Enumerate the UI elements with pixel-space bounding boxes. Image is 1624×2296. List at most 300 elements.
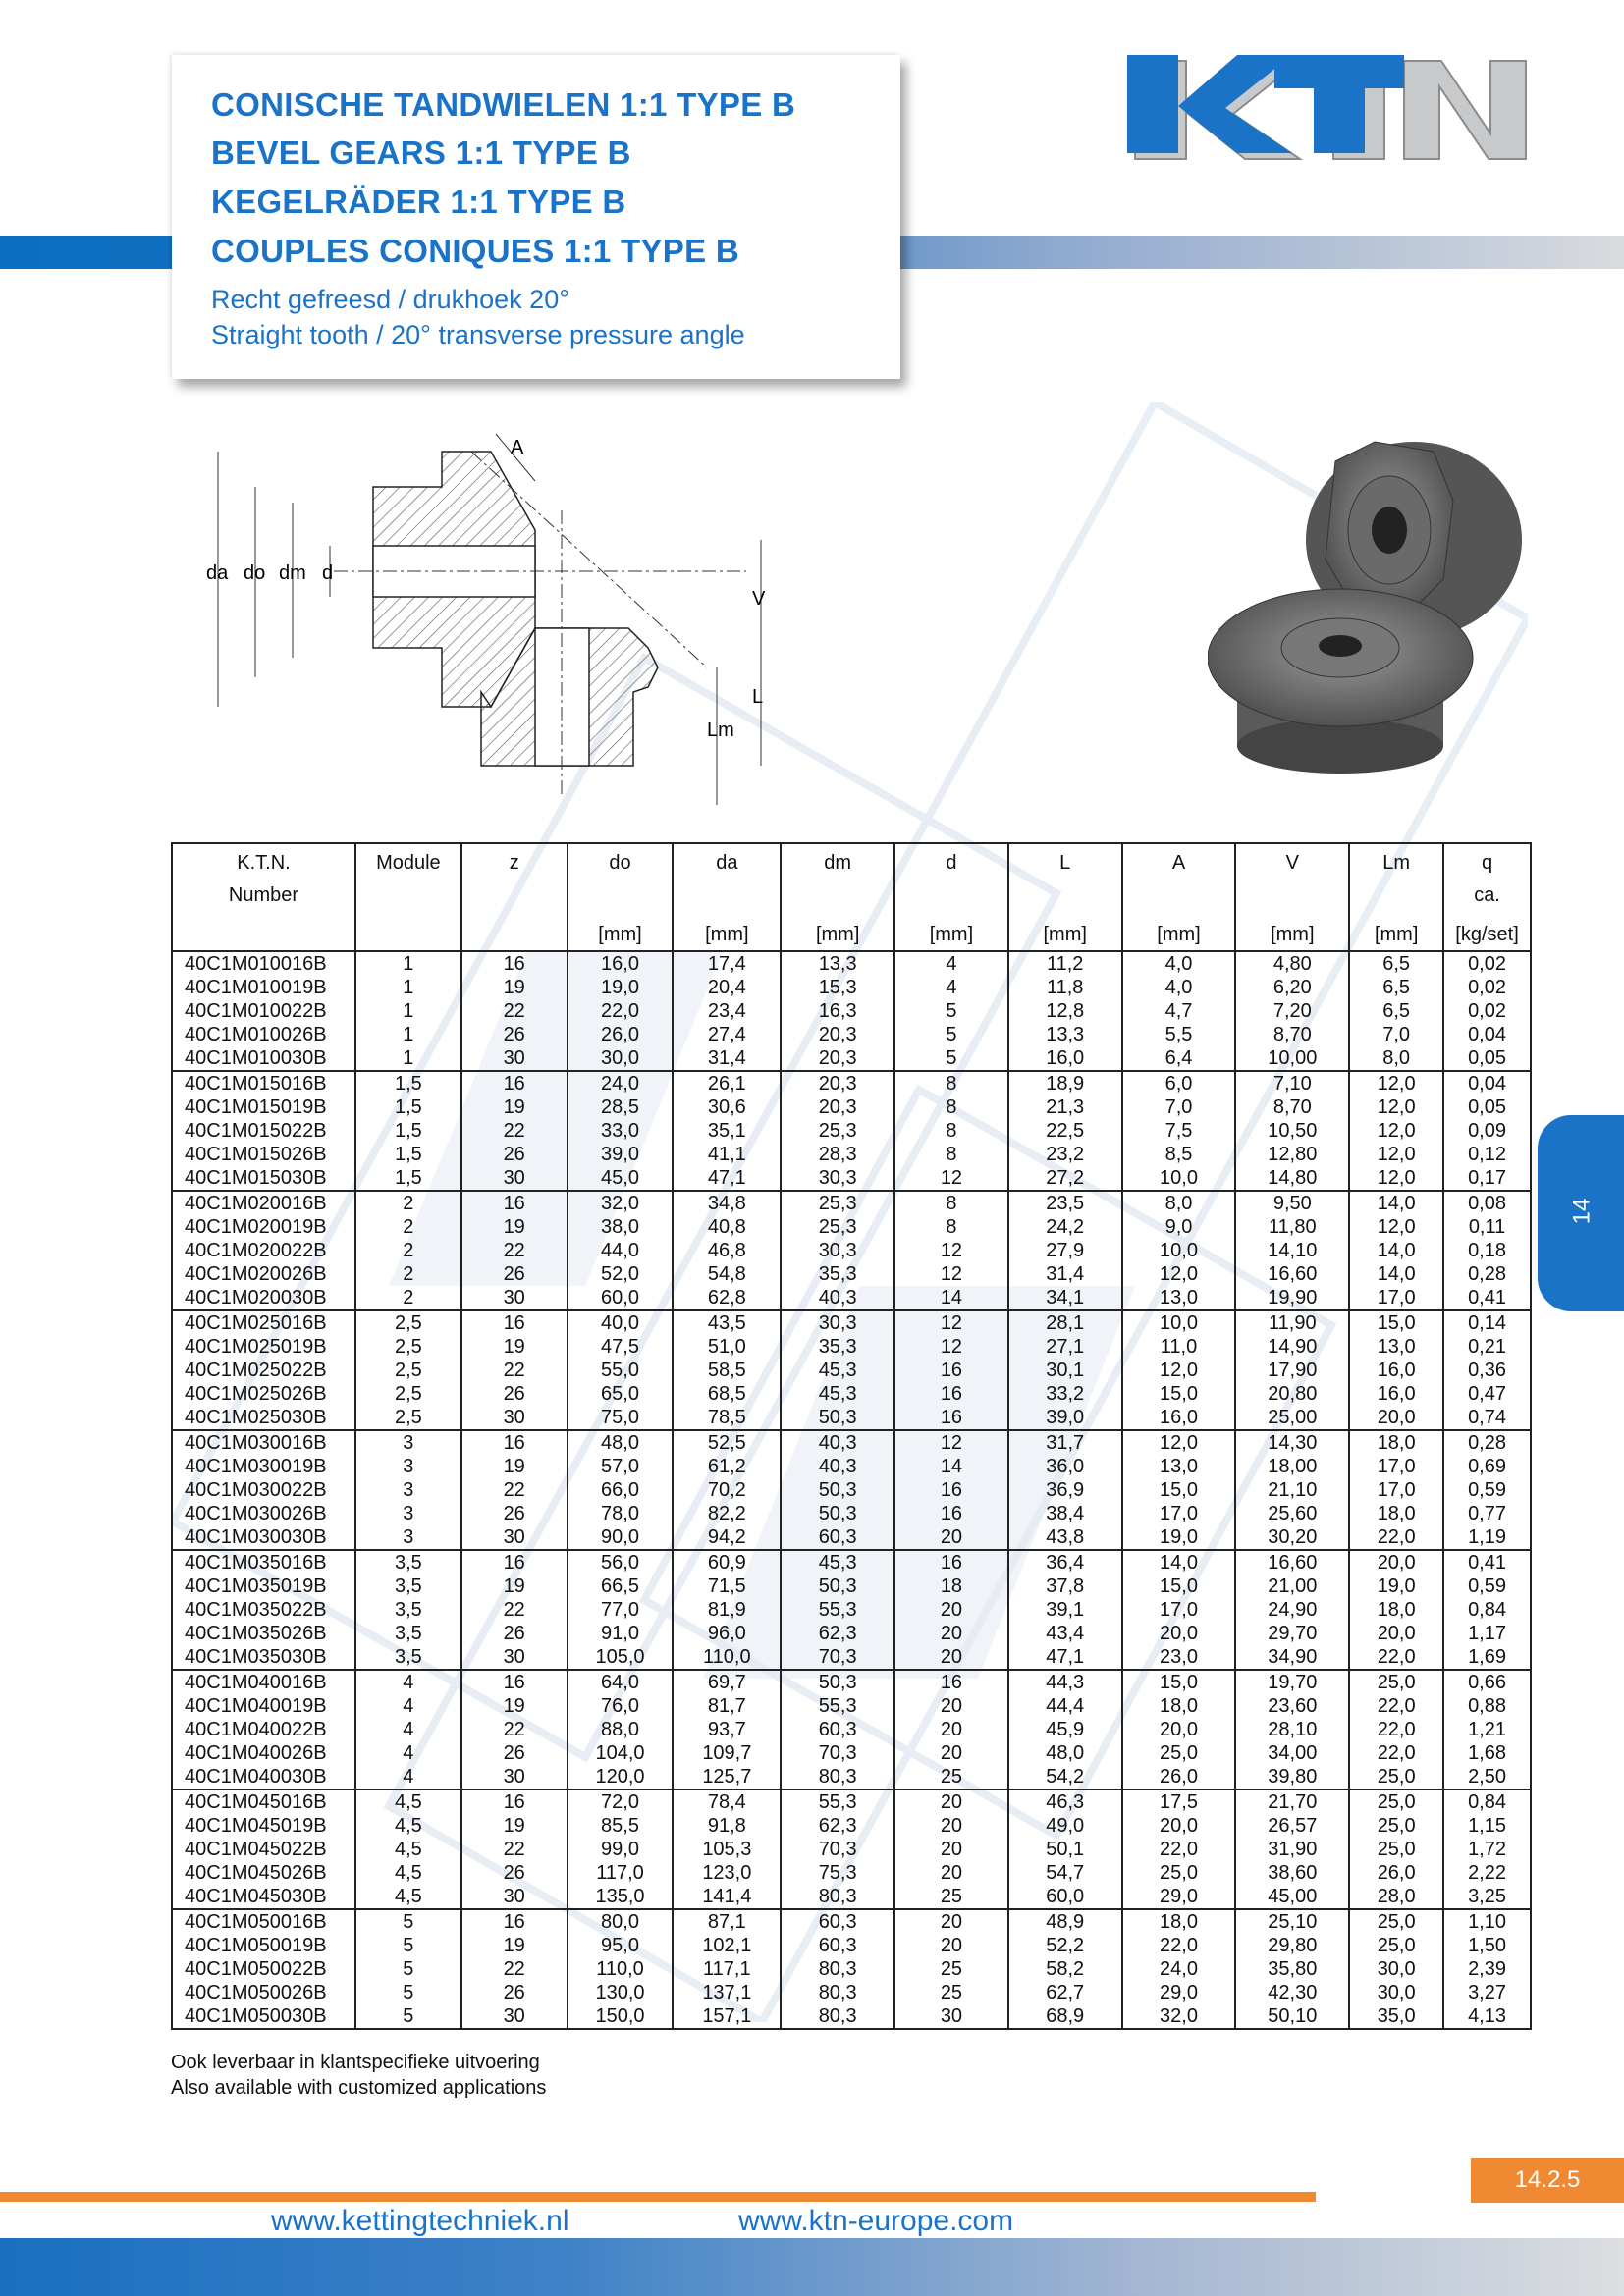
table-cell: 8: [894, 1071, 1008, 1095]
table-cell: 4: [355, 1741, 461, 1765]
table-cell: 25,0: [1122, 1741, 1236, 1765]
table-cell: 40C1M035026B: [172, 1622, 355, 1645]
table-cell: 3: [355, 1502, 461, 1525]
footnote-dutch: Ook leverbaar in klantspecifieke uitvoering: [171, 2052, 540, 2073]
table-cell: 6,5: [1349, 976, 1443, 999]
table-cell: 40C1M045019B: [172, 1814, 355, 1838]
table-cell: 10,0: [1122, 1166, 1236, 1191]
table-cell: 49,0: [1008, 1814, 1122, 1838]
table-row: [172, 1286, 1531, 1310]
table-cell: 40C1M045016B: [172, 1789, 355, 1814]
table-cell: 10,50: [1235, 1119, 1349, 1143]
table-cell: 21,00: [1235, 1575, 1349, 1598]
table-cell: 117,1: [673, 1957, 781, 1981]
table-cell: 40C1M030022B: [172, 1478, 355, 1502]
table-row: [172, 1957, 1531, 1981]
table-cell: 16: [461, 1670, 568, 1694]
table-row: [172, 999, 1531, 1023]
table-cell: 62,7: [1008, 1981, 1122, 2004]
table-row: [172, 1310, 1531, 1335]
table-cell: 23,2: [1008, 1143, 1122, 1166]
col-header-dm: dm [mm]: [781, 843, 894, 951]
table-cell: 22,0: [1349, 1645, 1443, 1670]
table-cell: 28,5: [568, 1095, 674, 1119]
table-cell: 25,60: [1235, 1502, 1349, 1525]
table-cell: 16: [461, 951, 568, 976]
table-cell: 22: [461, 1119, 568, 1143]
table-cell: 29,80: [1235, 1934, 1349, 1957]
table-cell: 40C1M020016B: [172, 1191, 355, 1215]
table-cell: 0,21: [1443, 1335, 1531, 1359]
table-cell: 30: [461, 1406, 568, 1430]
table-cell: 0,66: [1443, 1670, 1531, 1694]
table-row: [172, 1550, 1531, 1575]
table-cell: 3: [355, 1430, 461, 1455]
table-cell: 20: [894, 1718, 1008, 1741]
table-cell: 26,0: [1349, 1861, 1443, 1885]
table-cell: 20,0: [1122, 1622, 1236, 1645]
table-cell: 3,27: [1443, 1981, 1531, 2004]
table-cell: 13,0: [1122, 1286, 1236, 1310]
table-cell: 43,4: [1008, 1622, 1122, 1645]
table-cell: 16: [461, 1789, 568, 1814]
table-cell: 35,3: [781, 1262, 894, 1286]
table-cell: 51,0: [673, 1335, 781, 1359]
table-cell: 8: [894, 1119, 1008, 1143]
table-cell: 81,7: [673, 1694, 781, 1718]
table-cell: 24,0: [1122, 1957, 1236, 1981]
table-cell: 25,00: [1235, 1406, 1349, 1430]
table-cell: 16,0: [1349, 1382, 1443, 1406]
table-cell: 16: [461, 1071, 568, 1095]
table-row: [172, 1382, 1531, 1406]
table-cell: 55,3: [781, 1789, 894, 1814]
table-row: [172, 1166, 1531, 1191]
table-row: [172, 1478, 1531, 1502]
table-cell: 30,0: [1349, 1981, 1443, 2004]
table-cell: 55,3: [781, 1694, 894, 1718]
table-cell: 91,0: [568, 1622, 674, 1645]
table-cell: 16: [894, 1359, 1008, 1382]
table-cell: 31,90: [1235, 1838, 1349, 1861]
table-cell: 54,2: [1008, 1765, 1122, 1789]
table-row: [172, 1119, 1531, 1143]
label-lm: Lm: [707, 720, 734, 741]
table-cell: 34,8: [673, 1191, 781, 1215]
label-d: d: [322, 562, 334, 584]
table-cell: 48,9: [1008, 1909, 1122, 1934]
table-cell: 20,3: [781, 1023, 894, 1046]
table-cell: 99,0: [568, 1838, 674, 1861]
table-cell: 33,2: [1008, 1382, 1122, 1406]
table-cell: 20: [894, 1789, 1008, 1814]
table-cell: 12,0: [1349, 1143, 1443, 1166]
table-cell: 80,0: [568, 1909, 674, 1934]
table-cell: 80,3: [781, 1981, 894, 2004]
table-cell: 3,5: [355, 1575, 461, 1598]
table-cell: 78,5: [673, 1406, 781, 1430]
table-cell: 25,3: [781, 1191, 894, 1215]
table-cell: 38,0: [568, 1215, 674, 1239]
table-row: [172, 1335, 1531, 1359]
table-cell: 4,13: [1443, 2004, 1531, 2029]
link-kettingtechniek[interactable]: www.kettingtechniek.nl: [271, 2205, 569, 2237]
table-cell: 43,5: [673, 1310, 781, 1335]
table-cell: 5: [355, 2004, 461, 2029]
table-cell: 34,00: [1235, 1741, 1349, 1765]
table-cell: 0,41: [1443, 1550, 1531, 1575]
table-cell: 4,7: [1122, 999, 1236, 1023]
col-header-q: q ca. [kg/set]: [1443, 843, 1531, 951]
table-cell: 4: [355, 1670, 461, 1694]
footer-orange-line: [0, 2192, 1316, 2202]
table-row: [172, 1575, 1531, 1598]
table-cell: 0,41: [1443, 1286, 1531, 1310]
table-cell: 0,84: [1443, 1789, 1531, 1814]
table-cell: 14: [894, 1455, 1008, 1478]
table-cell: 91,8: [673, 1814, 781, 1838]
table-cell: 11,8: [1008, 976, 1122, 999]
table-cell: 40C1M035019B: [172, 1575, 355, 1598]
table-cell: 30: [461, 2004, 568, 2029]
table-cell: 12: [894, 1262, 1008, 1286]
table-cell: 25: [894, 1765, 1008, 1789]
table-cell: 16,60: [1235, 1262, 1349, 1286]
table-cell: 5: [894, 1046, 1008, 1071]
table-cell: 22: [461, 1838, 568, 1861]
table-cell: 26: [461, 1262, 568, 1286]
table-cell: 40C1M015019B: [172, 1095, 355, 1119]
table-cell: 60,3: [781, 1718, 894, 1741]
table-cell: 54,8: [673, 1262, 781, 1286]
table-cell: 16,3: [781, 999, 894, 1023]
table-cell: 26,1: [673, 1071, 781, 1095]
table-cell: 0,88: [1443, 1694, 1531, 1718]
table-cell: 88,0: [568, 1718, 674, 1741]
table-cell: 20: [894, 1814, 1008, 1838]
table-cell: 0,59: [1443, 1575, 1531, 1598]
table-cell: 40C1M015030B: [172, 1166, 355, 1191]
table-cell: 40,3: [781, 1286, 894, 1310]
label-v: V: [752, 588, 766, 610]
title-dutch: CONISCHE TANDWIELEN 1:1 TYPE B: [211, 86, 796, 123]
table-cell: 19,0: [568, 976, 674, 999]
table-cell: 19: [461, 1694, 568, 1718]
table-cell: 43,8: [1008, 1525, 1122, 1550]
table-body: [172, 951, 1531, 2029]
table-cell: 30,6: [673, 1095, 781, 1119]
table-cell: 22: [461, 1957, 568, 1981]
table-cell: 48,0: [568, 1430, 674, 1455]
table-cell: 30: [461, 1645, 568, 1670]
table-cell: 1,10: [1443, 1909, 1531, 1934]
table-cell: 8: [894, 1143, 1008, 1166]
table-cell: 14: [894, 1286, 1008, 1310]
table-cell: 137,1: [673, 1981, 781, 2004]
table-cell: 1,5: [355, 1095, 461, 1119]
table-cell: 18,00: [1235, 1455, 1349, 1478]
table-cell: 1,21: [1443, 1718, 1531, 1741]
col-header-da: da [mm]: [673, 843, 781, 951]
table-cell: 2: [355, 1286, 461, 1310]
table-cell: 68,5: [673, 1382, 781, 1406]
label-da: da: [206, 562, 229, 584]
table-cell: 16,60: [1235, 1550, 1349, 1575]
table-cell: 25,0: [1349, 1838, 1443, 1861]
col-header-lm: Lm [mm]: [1349, 843, 1443, 951]
table-cell: 8,70: [1235, 1023, 1349, 1046]
table-cell: 40C1M010030B: [172, 1046, 355, 1071]
table-cell: 4: [894, 976, 1008, 999]
table-cell: 75,3: [781, 1861, 894, 1885]
table-cell: 11,2: [1008, 951, 1122, 976]
table-cell: 1: [355, 1023, 461, 1046]
table-cell: 40C1M010019B: [172, 976, 355, 999]
table-row: [172, 1406, 1531, 1430]
table-cell: 20: [894, 1934, 1008, 1957]
table-cell: 18,0: [1349, 1430, 1443, 1455]
table-cell: 8: [894, 1215, 1008, 1239]
table-cell: 46,3: [1008, 1789, 1122, 1814]
table-cell: 82,2: [673, 1502, 781, 1525]
table-cell: 16: [894, 1502, 1008, 1525]
table-cell: 0,05: [1443, 1095, 1531, 1119]
table-cell: 40C1M020019B: [172, 1215, 355, 1239]
table-cell: 23,5: [1008, 1191, 1122, 1215]
table-row: [172, 1430, 1531, 1455]
table-cell: 7,5: [1122, 1119, 1236, 1143]
table-cell: 30,0: [568, 1046, 674, 1071]
table-cell: 40C1M030026B: [172, 1502, 355, 1525]
table-row: [172, 1934, 1531, 1957]
table-cell: 26: [461, 1622, 568, 1645]
table-cell: 30: [461, 1885, 568, 1909]
table-cell: 25,0: [1349, 1670, 1443, 1694]
table-cell: 2,50: [1443, 1765, 1531, 1789]
table-cell: 5: [355, 1957, 461, 1981]
table-cell: 34,90: [1235, 1645, 1349, 1670]
table-row: [172, 1046, 1531, 1071]
table-row: [172, 1789, 1531, 1814]
table-cell: 3: [355, 1455, 461, 1478]
table-cell: 10,0: [1122, 1310, 1236, 1335]
table-cell: 19: [461, 1095, 568, 1119]
table-cell: 22: [461, 1359, 568, 1382]
table-cell: 72,0: [568, 1789, 674, 1814]
table-cell: 45,3: [781, 1359, 894, 1382]
table-cell: 40C1M045022B: [172, 1838, 355, 1861]
table-cell: 40C1M040030B: [172, 1765, 355, 1789]
table-cell: 8,0: [1349, 1046, 1443, 1071]
table-cell: 57,0: [568, 1455, 674, 1478]
table-cell: 16,0: [1349, 1359, 1443, 1382]
table-cell: 40C1M015026B: [172, 1143, 355, 1166]
table-row: [172, 1023, 1531, 1046]
table-cell: 14,10: [1235, 1239, 1349, 1262]
table-cell: 4,5: [355, 1885, 461, 1909]
table-cell: 1,5: [355, 1119, 461, 1143]
table-cell: 50,10: [1235, 2004, 1349, 2029]
table-cell: 20: [894, 1598, 1008, 1622]
table-cell: 2,5: [355, 1359, 461, 1382]
table-cell: 105,0: [568, 1645, 674, 1670]
table-cell: 20: [894, 1838, 1008, 1861]
table-cell: 20: [894, 1525, 1008, 1550]
table-cell: 40C1M050030B: [172, 2004, 355, 2029]
col-header-a: A [mm]: [1122, 843, 1236, 951]
label-do: do: [244, 562, 266, 584]
table-cell: 0,36: [1443, 1359, 1531, 1382]
table-cell: 40C1M040026B: [172, 1741, 355, 1765]
table-row: [172, 1262, 1531, 1286]
table-cell: 50,3: [781, 1575, 894, 1598]
table-cell: 20: [894, 1645, 1008, 1670]
table-cell: 1,17: [1443, 1622, 1531, 1645]
table-cell: 14,80: [1235, 1166, 1349, 1191]
table-cell: 16: [894, 1478, 1008, 1502]
table-cell: 40C1M030030B: [172, 1525, 355, 1550]
table-cell: 33,0: [568, 1119, 674, 1143]
table-cell: 44,0: [568, 1239, 674, 1262]
table-cell: 0,08: [1443, 1191, 1531, 1215]
footer-band: [0, 2238, 1624, 2296]
table-cell: 40C1M030016B: [172, 1430, 355, 1455]
table-cell: 20,3: [781, 1046, 894, 1071]
table-cell: 52,5: [673, 1430, 781, 1455]
table-cell: 20,80: [1235, 1382, 1349, 1406]
subtitle-dutch: Recht gefreesd / drukhoek 20°: [211, 285, 570, 314]
title-english: BEVEL GEARS 1:1 TYPE B: [211, 134, 631, 171]
table-row: [172, 1741, 1531, 1765]
table-cell: 6,4: [1122, 1046, 1236, 1071]
table-cell: 40C1M010026B: [172, 1023, 355, 1046]
table-cell: 10,00: [1235, 1046, 1349, 1071]
table-cell: 75,0: [568, 1406, 674, 1430]
table-cell: 0,04: [1443, 1071, 1531, 1095]
table-cell: 20: [894, 1622, 1008, 1645]
table-cell: 22,0: [1122, 1934, 1236, 1957]
table-cell: 40,3: [781, 1455, 894, 1478]
page-number: 14.2.5: [1471, 2158, 1624, 2203]
table-cell: 12,0: [1349, 1215, 1443, 1239]
table-cell: 40C1M010016B: [172, 951, 355, 976]
table-cell: 80,3: [781, 2004, 894, 2029]
table-cell: 26,0: [568, 1023, 674, 1046]
table-cell: 17,5: [1122, 1789, 1236, 1814]
link-ktn-europe[interactable]: www.ktn-europe.com: [738, 2205, 1014, 2237]
table-cell: 12: [894, 1430, 1008, 1455]
table-row: [172, 1239, 1531, 1262]
table-cell: 77,0: [568, 1598, 674, 1622]
table-cell: 40,0: [568, 1310, 674, 1335]
table-cell: 80,3: [781, 1885, 894, 1909]
table-cell: 6,5: [1349, 999, 1443, 1023]
table-cell: 1,68: [1443, 1741, 1531, 1765]
table-cell: 16,0: [568, 951, 674, 976]
table-row: [172, 951, 1531, 976]
table-cell: 25,0: [1349, 1934, 1443, 1957]
table-cell: 3,25: [1443, 1885, 1531, 1909]
table-cell: 20,0: [1122, 1718, 1236, 1741]
table-cell: 26: [461, 1143, 568, 1166]
table-cell: 40,3: [781, 1430, 894, 1455]
table-cell: 30,3: [781, 1166, 894, 1191]
table-cell: 24,2: [1008, 1215, 1122, 1239]
table-cell: 19: [461, 1215, 568, 1239]
table-cell: 40C1M025019B: [172, 1335, 355, 1359]
table-cell: 66,0: [568, 1478, 674, 1502]
chapter-tab: [1538, 1115, 1624, 1311]
table-cell: 2,5: [355, 1406, 461, 1430]
table-cell: 27,4: [673, 1023, 781, 1046]
table-cell: 22,0: [1349, 1694, 1443, 1718]
table-cell: 18,9: [1008, 1071, 1122, 1095]
table-cell: 110,0: [568, 1957, 674, 1981]
table-cell: 13,3: [1008, 1023, 1122, 1046]
table-cell: 39,0: [568, 1143, 674, 1166]
table-row: [172, 1191, 1531, 1215]
table-cell: 94,2: [673, 1525, 781, 1550]
table-cell: 16: [894, 1406, 1008, 1430]
table-cell: 70,3: [781, 1741, 894, 1765]
table-cell: 46,8: [673, 1239, 781, 1262]
table-header-row: [172, 843, 1531, 951]
table-cell: 11,90: [1235, 1310, 1349, 1335]
table-cell: 7,0: [1349, 1023, 1443, 1046]
title-french: COUPLES CONIQUES 1:1 TYPE B: [211, 233, 740, 269]
table-cell: 3,5: [355, 1645, 461, 1670]
table-cell: 12: [894, 1310, 1008, 1335]
table-cell: 12,0: [1349, 1166, 1443, 1191]
bevel-gear-drawing: [196, 412, 785, 805]
table-cell: 44,3: [1008, 1670, 1122, 1694]
table-cell: 66,5: [568, 1575, 674, 1598]
table-cell: 8: [894, 1095, 1008, 1119]
table-cell: 7,20: [1235, 999, 1349, 1023]
table-cell: 78,0: [568, 1502, 674, 1525]
table-cell: 21,3: [1008, 1095, 1122, 1119]
table-cell: 26,57: [1235, 1814, 1349, 1838]
table-cell: 5: [894, 1023, 1008, 1046]
table-cell: 18,0: [1122, 1909, 1236, 1934]
table-cell: 22,0: [1349, 1718, 1443, 1741]
table-cell: 0,04: [1443, 1023, 1531, 1046]
table-row: [172, 1502, 1531, 1525]
table-cell: 20: [894, 1861, 1008, 1885]
table-cell: 40C1M025030B: [172, 1406, 355, 1430]
table-cell: 47,1: [673, 1166, 781, 1191]
table-cell: 105,3: [673, 1838, 781, 1861]
table-cell: 30,1: [1008, 1359, 1122, 1382]
table-cell: 0,84: [1443, 1598, 1531, 1622]
table-cell: 120,0: [568, 1765, 674, 1789]
table-cell: 40C1M045026B: [172, 1861, 355, 1885]
footnote-english: Also available with customized applications: [171, 2077, 547, 2099]
table-cell: 20,0: [1349, 1406, 1443, 1430]
table-cell: 50,3: [781, 1406, 894, 1430]
table-cell: 16: [461, 1430, 568, 1455]
table-cell: 50,3: [781, 1502, 894, 1525]
table-cell: 2,5: [355, 1382, 461, 1406]
table-cell: 41,1: [673, 1143, 781, 1166]
table-cell: 1,72: [1443, 1838, 1531, 1861]
table-cell: 60,3: [781, 1525, 894, 1550]
table-cell: 4,0: [1122, 951, 1236, 976]
table-cell: 4: [355, 1765, 461, 1789]
table-cell: 150,0: [568, 2004, 674, 2029]
table-cell: 117,0: [568, 1861, 674, 1885]
table-cell: 87,1: [673, 1909, 781, 1934]
